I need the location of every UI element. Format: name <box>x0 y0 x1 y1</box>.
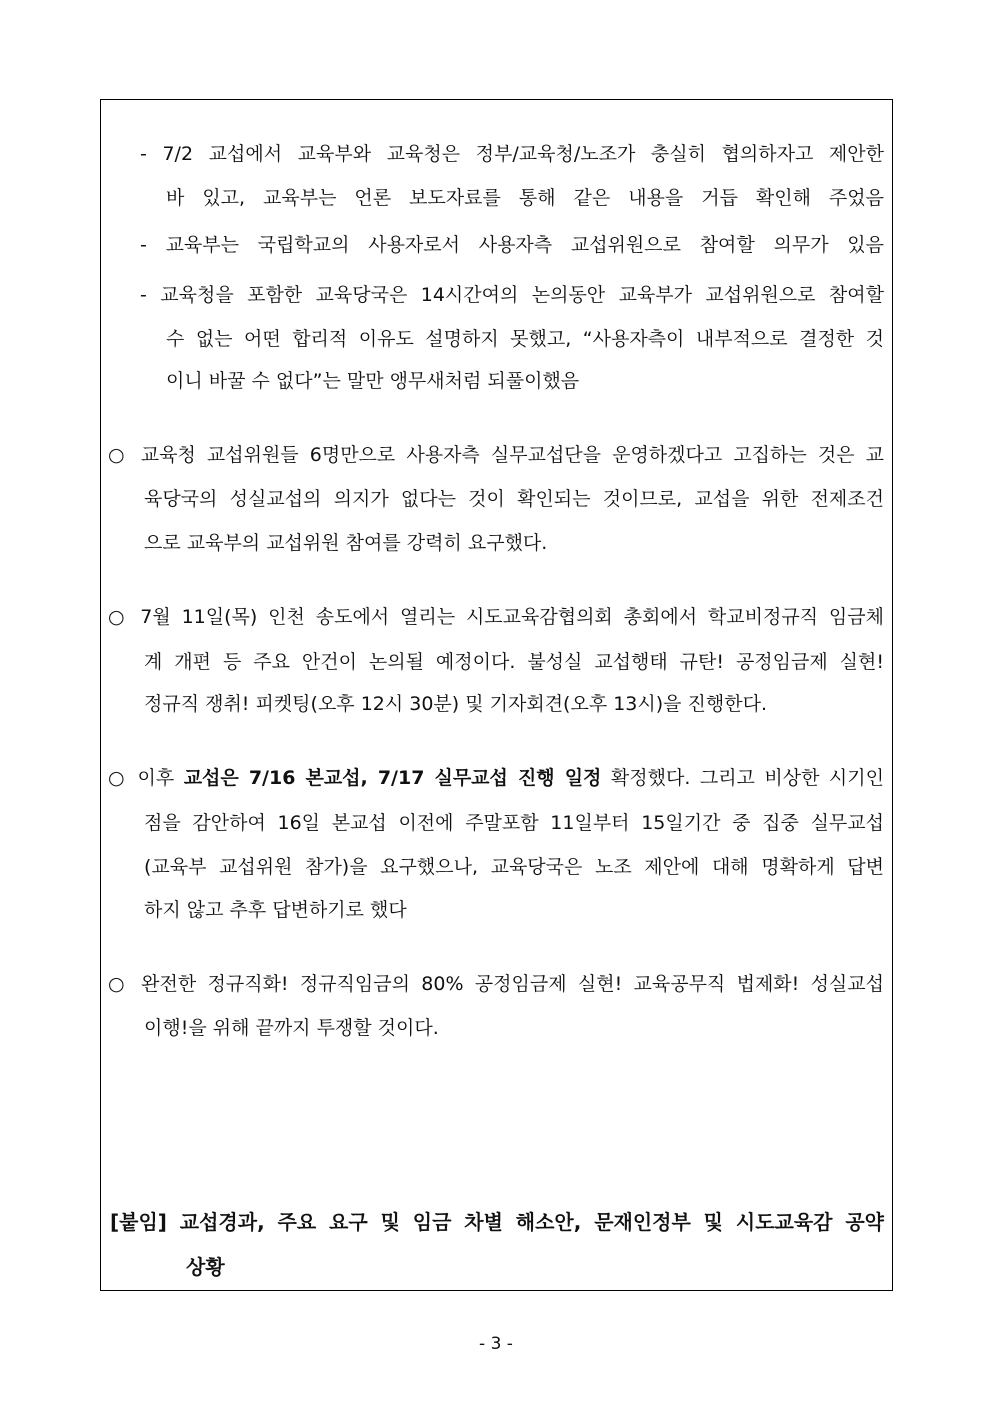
bullet-item-line: - 7/2 교섭에서 교육부와 교육청은 정부/교육청/노조가 충실히 협의하자고 제안한 <box>140 143 884 165</box>
bullet-item-line: 이니 바꿀 수 없다”는 말만 앵무새처럼 되풀이했음 <box>166 370 580 392</box>
paragraph-line: (교육부 교섭위원 참가)을 요구했으나, 교육당국은 노조 제안에 대해 명확하게 답변 <box>144 856 884 878</box>
bullet-item-line: 수 없는 어떤 합리적 이유도 설명하지 못했고, “사용자측이 내부적으로 결정한 것 <box>166 328 884 350</box>
paragraph-prefix: ○ 이후 <box>108 767 184 789</box>
paragraph-suffix: 확정했다. 그리고 비상한 시기인 <box>601 767 884 789</box>
paragraph-line <box>108 766 884 790</box>
schedule-highlight: 교섭은 7/16 본교섭, 7/17 실무교섭 진행 일정 <box>183 767 602 789</box>
bullet-item-line: 바 있고, 교육부는 언론 보도자료를 통해 같은 내용을 거듭 확인해 주었음 <box>166 187 884 209</box>
paragraph-line: 하지 않고 추후 답변하기로 했다 <box>144 899 407 921</box>
paragraph-line: 점을 감안하여 16일 본교섭 이전에 주말포함 11일부터 15일기간 중 집중 실무교섭 <box>144 812 884 834</box>
paragraph-line: 정규직 쟁취! 피켓팅(오후 12시 30분) 및 기자회견(오후 13시)을 진행한다. <box>144 693 768 715</box>
paragraph-line: ○ 완전한 정규직화! 정규직임금의 80% 공정임금제 실현! 교육공무직 법제화! 성실교섭 <box>108 973 884 995</box>
paragraph-line: ○ 7월 11일(목) 인천 송도에서 열리는 시도교육감협의회 총회에서 학교비정규직 임금체 <box>108 606 884 628</box>
bullet-item-line: - 교육부는 국립학교의 사용자로서 사용자측 교섭위원으로 참여할 의무가 있음 <box>140 234 884 256</box>
paragraph-line: 이행!을 위해 끝까지 투쟁할 것이다. <box>144 1017 439 1039</box>
attachment-note: [붙임] 교섭경과, 주요 요구 및 임금 차별 해소안, 문재인정부 및 시도교육감 공약 <box>110 1210 884 1234</box>
paragraph-line: 육당국의 성실교섭의 의지가 없다는 것이 확인되는 것이므로, 교섭을 위한 전제조건 <box>144 488 884 510</box>
page-number: - 3 - <box>479 1334 513 1354</box>
bullet-item-line: - 교육청을 포함한 교육당국은 14시간여의 논의동안 교육부가 교섭위원으로 참여할 <box>140 284 884 306</box>
paragraph-line: 으로 교육부의 교섭위원 참여를 강력히 요구했다. <box>144 532 548 554</box>
attachment-note: 상황 <box>186 1255 225 1279</box>
paragraph-line: ○ 교육청 교섭위원들 6명만으로 사용자측 실무교섭단을 운영하겠다고 고집하는 것은 교 <box>108 444 884 466</box>
paragraph-line: 계 개편 등 주요 안건이 논의될 예정이다. 불성실 교섭행태 규탄! 공정임금제 실현! <box>144 651 884 673</box>
